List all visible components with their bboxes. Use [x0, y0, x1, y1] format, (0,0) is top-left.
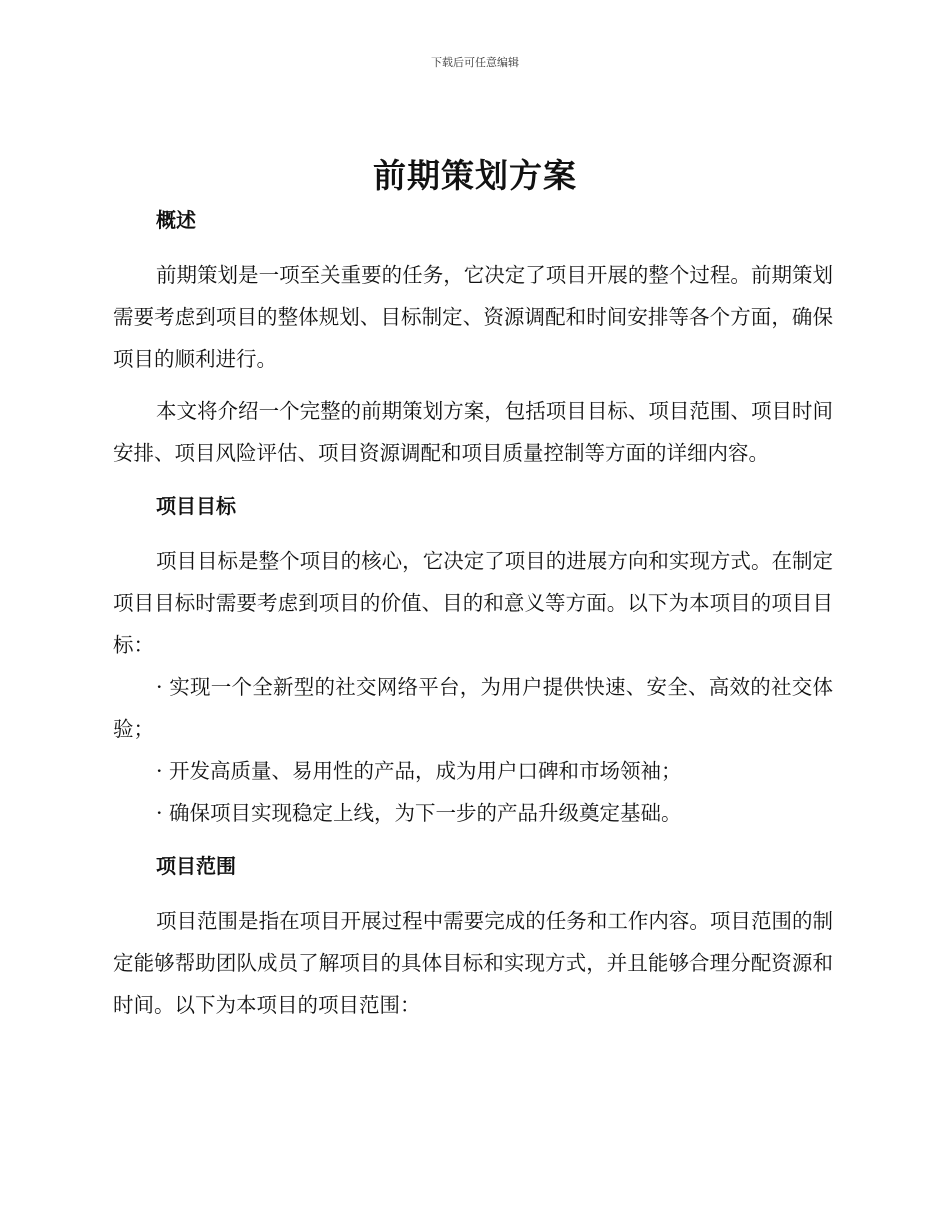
section-heading-scope: 项目范围: [156, 854, 236, 878]
goals-intro-paragraph: 项目目标是整个项目的核心，它决定了项目的进展方向和实现方式。在制定项目目标时需要考虑到项目的价值、目的和意义等方面。以下为本项目的项目目标：: [113, 549, 833, 657]
overview-paragraph-1: 前期策划是一项至关重要的任务，它决定了项目开展的整个过程。前期策划需要考虑到项目的整体规划、目标制定、资源调配和时间安排等各个方面，确保项目的顺利进行。: [113, 263, 833, 371]
overview-paragraph-2: 本文将介绍一个完整的前期策划方案，包括项目目标、项目范围、项目时间安排、项目风险评估、项目资源调配和项目质量控制等方面的详细内容。: [113, 399, 833, 465]
document-title: 前期策划方案: [373, 156, 577, 195]
header-note: 下载后可任意编辑: [431, 56, 519, 69]
goals-bullet-3: · 确保项目实现稳定上线，为下一步的产品升级奠定基础。: [156, 801, 682, 825]
scope-intro-paragraph: 项目范围是指在项目开展过程中需要完成的任务和工作内容。项目范围的制定能够帮助团队成员了解项目的具体目标和实现方式，并且能够合理分配资源和时间。以下为本项目的项目范围：: [113, 909, 833, 1017]
goals-bullet-1: · 实现一个全新型的社交网络平台，为用户提供快速、安全、高效的社交体验；: [113, 675, 833, 741]
section-heading-overview: 概述: [156, 208, 196, 232]
section-heading-goals: 项目目标: [156, 494, 236, 518]
document-body: [113, 200, 833, 1026]
goals-bullet-2: · 开发高质量、易用性的产品，成为用户口碑和市场领袖；: [156, 759, 682, 783]
